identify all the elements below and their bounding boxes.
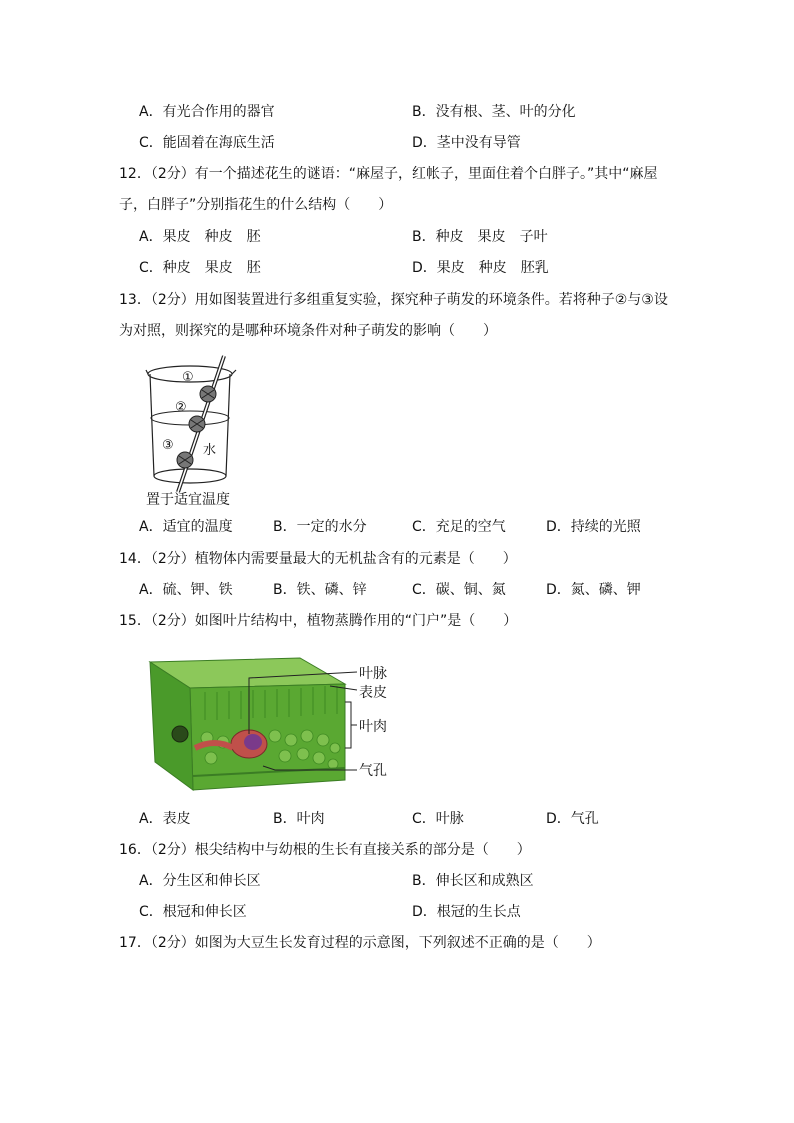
leaf-label-epidermis: 表皮 — [359, 685, 387, 701]
q12-stem-line1: 12．（2分）有一个描述花生的谜语：“麻屋子，红帐子，里面住着个白胖子。”其中“麻屋 — [119, 166, 658, 182]
leaf-label-mesophyll: 叶肉 — [359, 719, 387, 735]
seed-label-2: ② — [175, 400, 187, 415]
seed-1 — [200, 386, 216, 402]
q13-option-c: C．充足的空气 — [412, 519, 506, 535]
q16-option-a: A．分生区和伸长区 — [139, 873, 261, 889]
leaf-structure-figure — [145, 652, 395, 802]
q11-option-d: D．茎中没有导管 — [412, 135, 521, 151]
q12-option-d: D．果皮 种皮 胚乳 — [412, 260, 549, 276]
q15-option-a: A．表皮 — [139, 811, 191, 827]
beaker-caption: 置于适宜温度 — [146, 492, 230, 508]
beaker-illustration — [140, 352, 250, 512]
q12-option-b: B．种皮 果皮 子叶 — [412, 229, 548, 245]
q16-option-b: B．伸长区和成熟区 — [412, 873, 534, 889]
q14-option-b: B．铁、磷、锌 — [273, 582, 367, 598]
q11-option-b: B．没有根、茎、叶的分化 — [412, 104, 576, 120]
leaf-label-stoma: 气孔 — [359, 763, 387, 779]
q15-option-c: C．叶脉 — [412, 811, 464, 827]
q15-option-d: D．气孔 — [546, 811, 599, 827]
q13-option-b: B．一定的水分 — [273, 519, 367, 535]
q16-option-d: D．根冠的生长点 — [412, 904, 521, 920]
q11-option-c: C．能固着在海底生活 — [139, 135, 275, 151]
q12-option-c: C．种皮 果皮 胚 — [139, 260, 261, 276]
q13-stem-line1: 13．（2分）用如图装置进行多组重复实验，探究种子萌发的环境条件。若将种子②与③设 — [119, 292, 668, 308]
q13-stem-line2: 为对照，则探究的是哪种环境条件对种子萌发的影响（ ） — [119, 323, 497, 339]
leaf-cross-section-illustration — [145, 652, 395, 802]
seed-3 — [177, 452, 193, 468]
seed-germination-beaker-figure — [140, 352, 250, 512]
q12-option-a: A．果皮 种皮 胚 — [139, 229, 261, 245]
q14-stem: 14．（2分）植物体内需要量最大的无机盐含有的元素是（ ） — [119, 551, 517, 567]
leaf-label-vein: 叶脉 — [359, 666, 387, 682]
water-label: 水 — [203, 443, 217, 458]
q14-option-c: C．碳、铜、氮 — [412, 582, 506, 598]
q13-option-d: D．持续的光照 — [546, 519, 641, 535]
q14-option-a: A．硫、钾、铁 — [139, 582, 233, 598]
seed-label-3: ③ — [162, 438, 174, 453]
seed-label-1: ① — [182, 370, 194, 385]
q13-option-a: A．适宜的温度 — [139, 519, 233, 535]
q11-option-a: A．有光合作用的器官 — [139, 104, 275, 120]
q15-stem: 15．（2分）如图叶片结构中，植物蒸腾作用的“门户”是（ ） — [119, 613, 518, 629]
q17-stem: 17．（2分）如图为大豆生长发育过程的示意图，下列叙述不正确的是（ ） — [119, 935, 601, 951]
q16-option-c: C．根冠和伸长区 — [139, 904, 247, 920]
q12-stem-line2: 子，白胖子”分别指花生的什么结构（ ） — [119, 197, 393, 213]
seed-2 — [189, 416, 205, 432]
q14-option-d: D．氮、磷、钾 — [546, 582, 641, 598]
q15-option-b: B．叶肉 — [273, 811, 325, 827]
q16-stem: 16．（2分）根尖结构中与幼根的生长有直接关系的部分是（ ） — [119, 842, 531, 858]
